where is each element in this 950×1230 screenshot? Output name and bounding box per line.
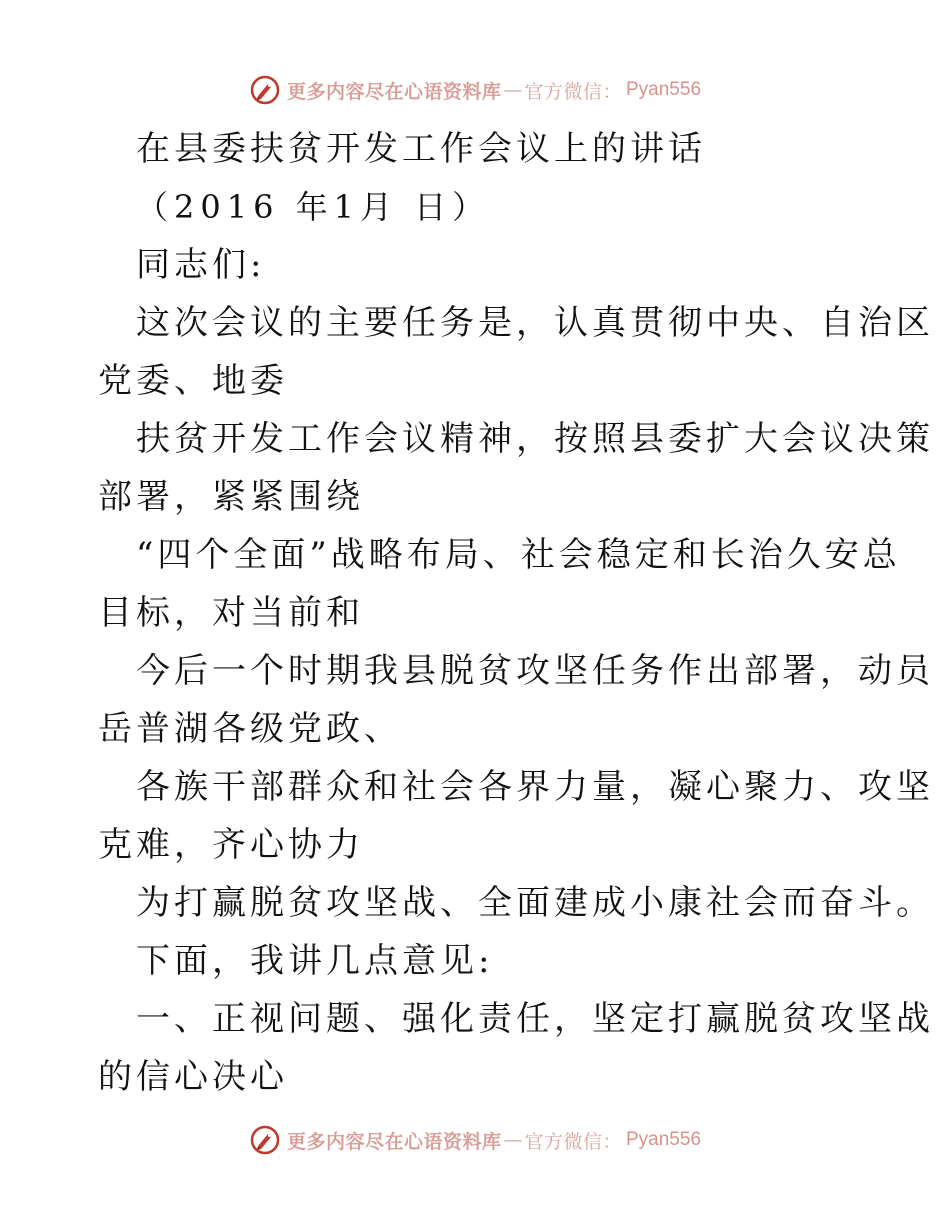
body-line: “四个全面”战略布局、社会稳定和长治久安总 [136, 535, 901, 575]
body-line: 岳普湖各级党政、 [98, 709, 402, 749]
document-title: 在县委扶贫开发工作会议上的讲话 [136, 129, 706, 169]
watermark-wechat-label: 官方微信： [524, 80, 622, 103]
body-line: 扶贫开发工作会议精神，按照县委扩大会议决策 [136, 419, 934, 459]
watermark-dash: — [503, 1129, 523, 1151]
body-lines [98, 294, 934, 1106]
footer-watermark [0, 1120, 950, 1160]
salutation: 同志们: [136, 245, 266, 285]
body-line: 为打赢脱贫攻坚战、全面建成小康社会而奋斗。 [136, 883, 934, 923]
pen-logo-icon [249, 1124, 281, 1156]
watermark-wechat-label: 官方微信： [524, 1130, 622, 1153]
body-line: 一、正视问题、强化责任，坚定打赢脱贫攻坚战 [136, 999, 934, 1039]
watermark-dash: — [503, 79, 523, 101]
document-date: （2016 年1月 日） [136, 188, 491, 226]
body-line: 党委、地委 [98, 361, 288, 401]
body-line: 各族干部群众和社会各界力量，凝心聚力、攻坚 [136, 767, 934, 807]
body-line: 部署，紧紧围绕 [98, 477, 364, 517]
body-line: 这次会议的主要任务是，认真贯彻中央、自治区 [136, 303, 934, 343]
body-line: 目标，对当前和 [98, 593, 364, 633]
document-body [98, 120, 934, 1106]
body-line: 今后一个时期我县脱贫攻坚任务作出部署，动员 [136, 651, 934, 691]
pen-logo-icon [249, 74, 281, 106]
watermark-brand: 更多内容尽在心语资料库 [286, 1130, 502, 1153]
header-watermark [0, 70, 950, 110]
body-line: 下面，我讲几点意见: [136, 941, 494, 981]
watermark-wechat-id: Pyan556 [626, 79, 702, 100]
body-line: 克难，齐心协力 [98, 825, 364, 865]
watermark-wechat-id: Pyan556 [626, 1129, 702, 1150]
body-line: 的信心决心 [98, 1057, 288, 1097]
watermark-brand: 更多内容尽在心语资料库 [286, 80, 502, 103]
